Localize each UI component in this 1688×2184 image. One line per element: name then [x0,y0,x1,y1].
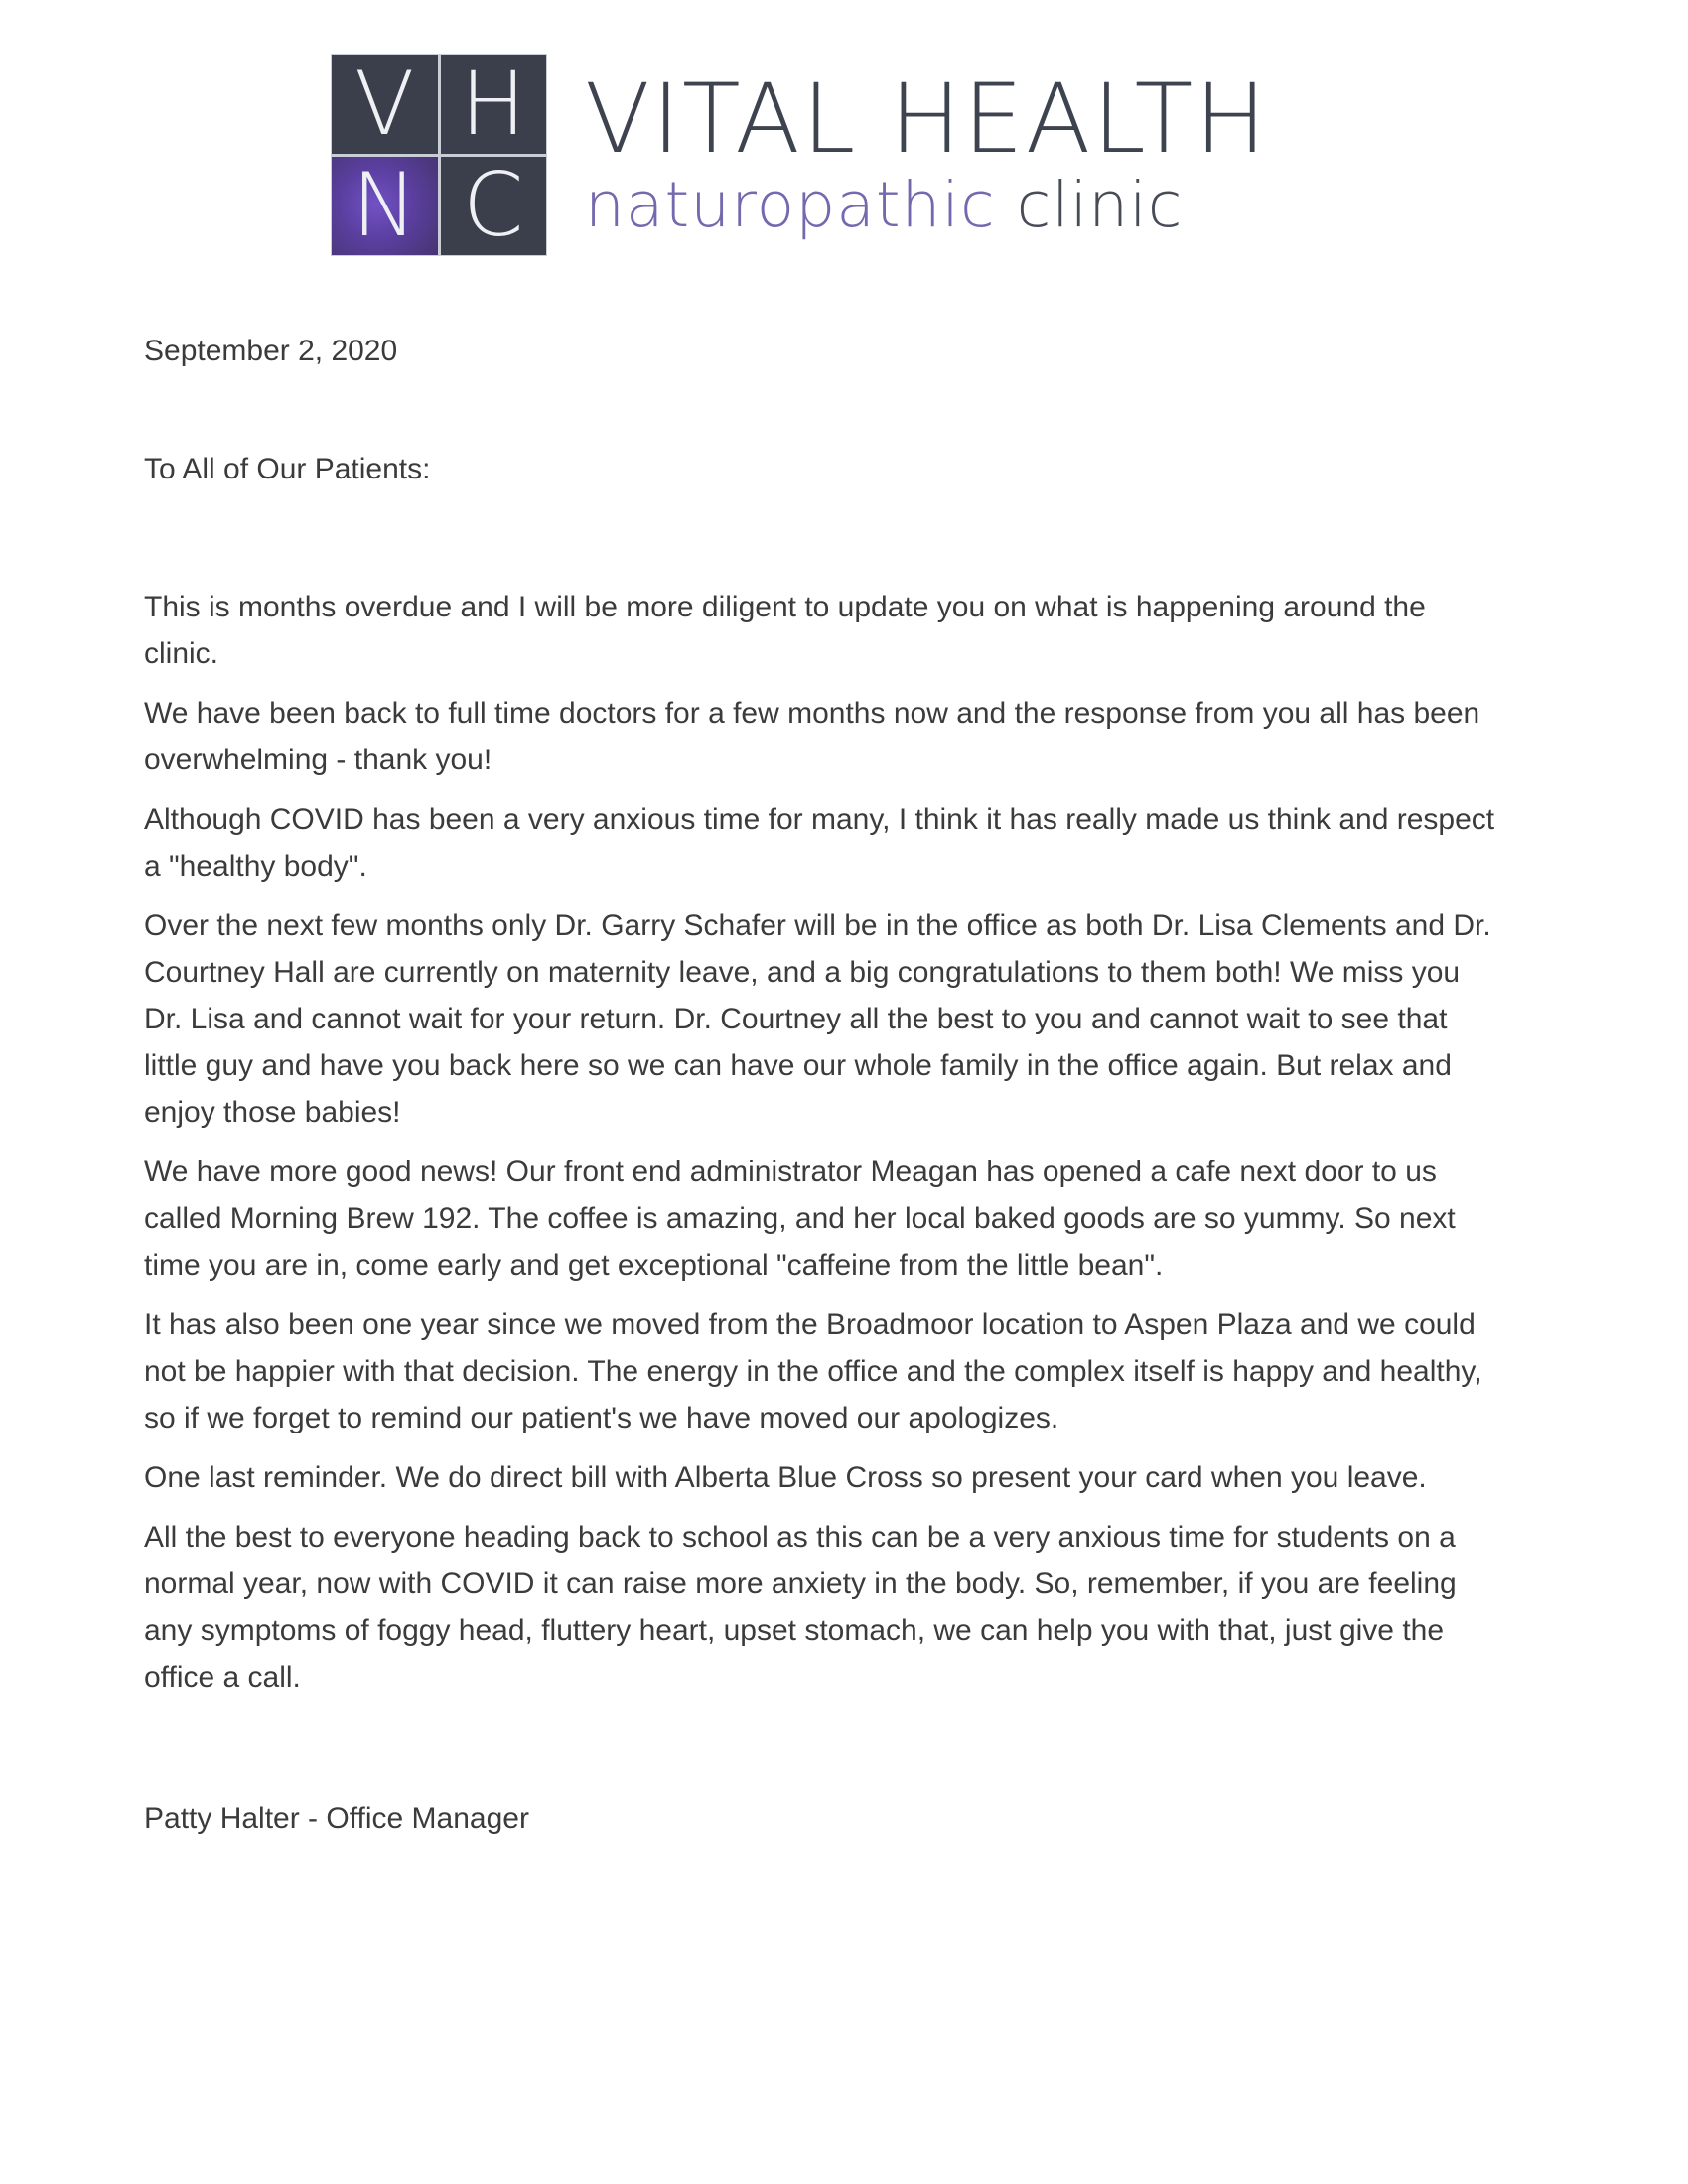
logo-wordmark [585,63,1269,241]
logo-tile-c: C [441,157,547,256]
logo-tile-n: N [332,157,438,256]
clinic-subtitle-accent: naturopathic [585,168,996,241]
letter-body [144,328,1504,1842]
letter-paragraph: This is months overdue and I will be more diligent to update you on what is happening around the clinic. [144,591,1426,670]
letter-paragraph: We have been back to full time doctors for a few months now and the response from you all has been overwhelming - thank you! [144,697,1480,776]
logo-tile-h: H [441,55,547,154]
letter-salutation: To All of Our Patients: [144,453,431,485]
logo-tile-grid [331,54,547,256]
clinic-subtitle [585,168,1268,241]
logo-tile-v: V [332,55,438,154]
letter-paragraph: We have more good news! Our front end administrator Meagan has opened a cafe next door to us called Morning Brew 192. The coffee is amazing, and her local baked goods are so yummy. So next time you are in, come early and get exceptional "caffeine from the little bean". [144,1156,1456,1282]
letter-paragraph: It has also been one year since we moved from the Broadmoor location to Aspen Plaza and we could not be happier with that decision. The energy in the office and the complex itself is happy and healthy, so if we forget to remind our patient's we have moved our apologizes. [144,1308,1482,1434]
clinic-subtitle-rest: clinic [1016,168,1184,241]
clinic-name: VITAL HEALTH [585,63,1269,175]
letter-paragraph: Over the next few months only Dr. Garry Schafer will be in the office as both Dr. Lisa Clements and Dr. Courtney Hall are currently on maternity leave, and a big congratulations to them both! We miss you Dr. Lisa and cannot wait for your return. Dr. Courtney all the best to you and cannot wait to see that little guy and have you back here so we can have our whole family in the office again. But relax and enjoy those babies! [144,909,1491,1129]
letter-paragraph: One last reminder. We do direct bill with Alberta Blue Cross so present your card when you leave. [144,1461,1427,1494]
letter-date: September 2, 2020 [144,335,398,367]
letter-paragraph: Although COVID has been a very anxious time for many, I think it has really made us think and respect a "healthy body". [144,803,1495,883]
letter-signature: Patty Halter - Office Manager [144,1802,529,1835]
letter-paragraphs [144,584,1504,1701]
letter-paragraph: All the best to everyone heading back to school as this can be a very anxious time for students on a normal year, now with COVID it can raise more anxiety in the body. So, remember, if you are feeling any symptoms of foggy head, fluttery heart, upset stomach, we can help you with that, just give the office a call. [144,1521,1457,1694]
clinic-logo [331,54,1268,256]
